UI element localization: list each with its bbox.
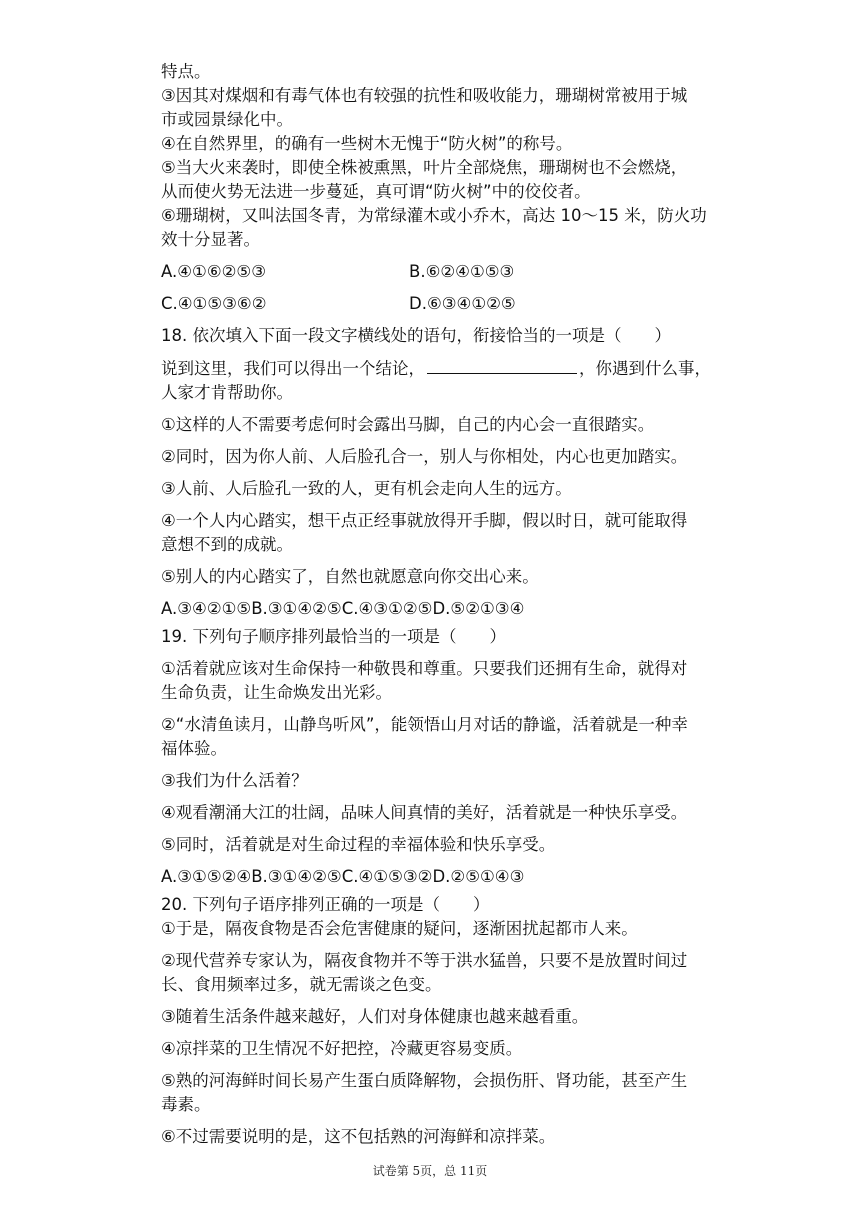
q19-item: ①活着就应该对生命保持一种敬畏和尊重。只要我们还拥有生命，就得对 <box>161 659 688 678</box>
q18-item: ④一个人内心踏实，想干点正经事就放得开手脚，假以时日，就可能取得 <box>161 511 688 530</box>
q17-line: ⑤当大火来袭时，即使全株被熏黑，叶片全部烧焦，珊瑚树也不会燃烧， <box>161 158 688 177</box>
q18-passage-before: 说到这里，我们可以得出一个结论， <box>161 359 425 378</box>
q20-stem: 20. 下列句子语序排列正确的一项是（ ） <box>161 895 490 914</box>
q20-item: ①于是，隔夜食物是否会危害健康的疑问，逐渐困扰起都市人来。 <box>161 919 638 938</box>
q18-passage <box>161 356 721 381</box>
q18-stem: 18. 依次填入下面一段文字横线处的语句，衔接恰当的一项是（ ） <box>161 326 671 345</box>
q19-item: ③我们为什么活着？ <box>161 771 308 790</box>
q20-item: ⑥不过需要说明的是，这不包括熟的河海鲜和凉拌菜。 <box>161 1127 556 1146</box>
q19-item: ④观看潮涌大江的壮阔，品味人间真情的美好，活着就是一种快乐享受。 <box>161 803 688 822</box>
q17-options-row <box>161 260 721 284</box>
q17-option-b: B.⑥②④①⑤③ <box>409 262 515 281</box>
q20-item: ③随着生活条件越来越好，人们对身体健康也越来越看重。 <box>161 1007 589 1026</box>
q18-item: ⑤别人的内心踏实了，自然也就愿意向你交出心来。 <box>161 567 539 586</box>
q17-passage <box>161 60 721 252</box>
q18-blank <box>427 356 577 374</box>
q19-item: 生命负责，让生命焕发出光彩。 <box>161 683 392 702</box>
q18-item: 意想不到的成就。 <box>161 535 293 554</box>
q19-options: A.③①⑤②④B.③①④②⑤C.④①⑤③②D.②⑤①④③ <box>161 867 525 886</box>
q18-passage-after: ，你遇到什么事， <box>579 359 711 378</box>
q19-item: ②“水清鱼读月，山静鸟听风”，能领悟山月对话的静谧，活着就是一种幸 <box>161 715 688 734</box>
q20-item: ⑤熟的河海鲜时间长易产生蛋白质降解物，会损伤肝、肾功能，甚至产生 <box>161 1071 688 1090</box>
q17-line: ④在自然界里，的确有一些树木无愧于“防火树”的称号。 <box>161 134 573 153</box>
q19-item: ⑤同时，活着就是对生命过程的幸福体验和快乐享受。 <box>161 835 556 854</box>
page-footer: 试卷第 5页，总 11页 <box>372 1164 488 1178</box>
q20-item: 长、食用频率过多，就无需谈之色变。 <box>161 975 442 994</box>
q17-line: 特点。 <box>161 62 211 81</box>
q17-line: 从而使火势无法进一步蔓延，真可谓“防火树”中的佼佼者。 <box>161 182 591 201</box>
q19-item: 福体验。 <box>161 739 227 758</box>
q20-item: ④凉拌菜的卫生情况不好把控，冷藏更容易变质。 <box>161 1039 523 1058</box>
page-content <box>161 60 721 1149</box>
q17-line: 效十分显著。 <box>161 230 260 249</box>
q17-line: ⑥珊瑚树，又叫法国冬青，为常绿灌木或小乔木，高达 10～15 米，防火功 <box>161 206 707 225</box>
q17-option-c: C.④①⑤③⑥② <box>161 294 267 313</box>
q20-item: 毒素。 <box>161 1095 211 1114</box>
q17-line: 市或园景绿化中。 <box>161 110 293 129</box>
q17-option-a: A.④①⑥②⑤③ <box>161 262 266 281</box>
q17-option-d: D.⑥③④①②⑤ <box>409 294 516 313</box>
q18-options: A.③④②①⑤B.③①④②⑤C.④③①②⑤D.⑤②①③④ <box>161 599 525 618</box>
q17-options-row <box>161 292 721 316</box>
q19-stem: 19. 下列句子顺序排列最恰当的一项是（ ） <box>161 627 506 646</box>
q20-item: ②现代营养专家认为，隔夜食物并不等于洪水猛兽，只要不是放置时间过 <box>161 951 688 970</box>
q17-line: ③因其对煤烟和有毒气体也有较强的抗性和吸收能力，珊瑚树常被用于城 <box>161 86 688 105</box>
q18-passage-line2: 人家才肯帮助你。 <box>161 383 293 402</box>
q18-item: ②同时，因为你人前、人后脸孔合一，别人与你相处，内心也更加踏实。 <box>161 447 688 466</box>
q18-item: ①这样的人不需要考虑何时会露出马脚，自己的内心会一直很踏实。 <box>161 415 655 434</box>
q18-item: ③人前、人后脸孔一致的人，更有机会走向人生的远方。 <box>161 479 572 498</box>
